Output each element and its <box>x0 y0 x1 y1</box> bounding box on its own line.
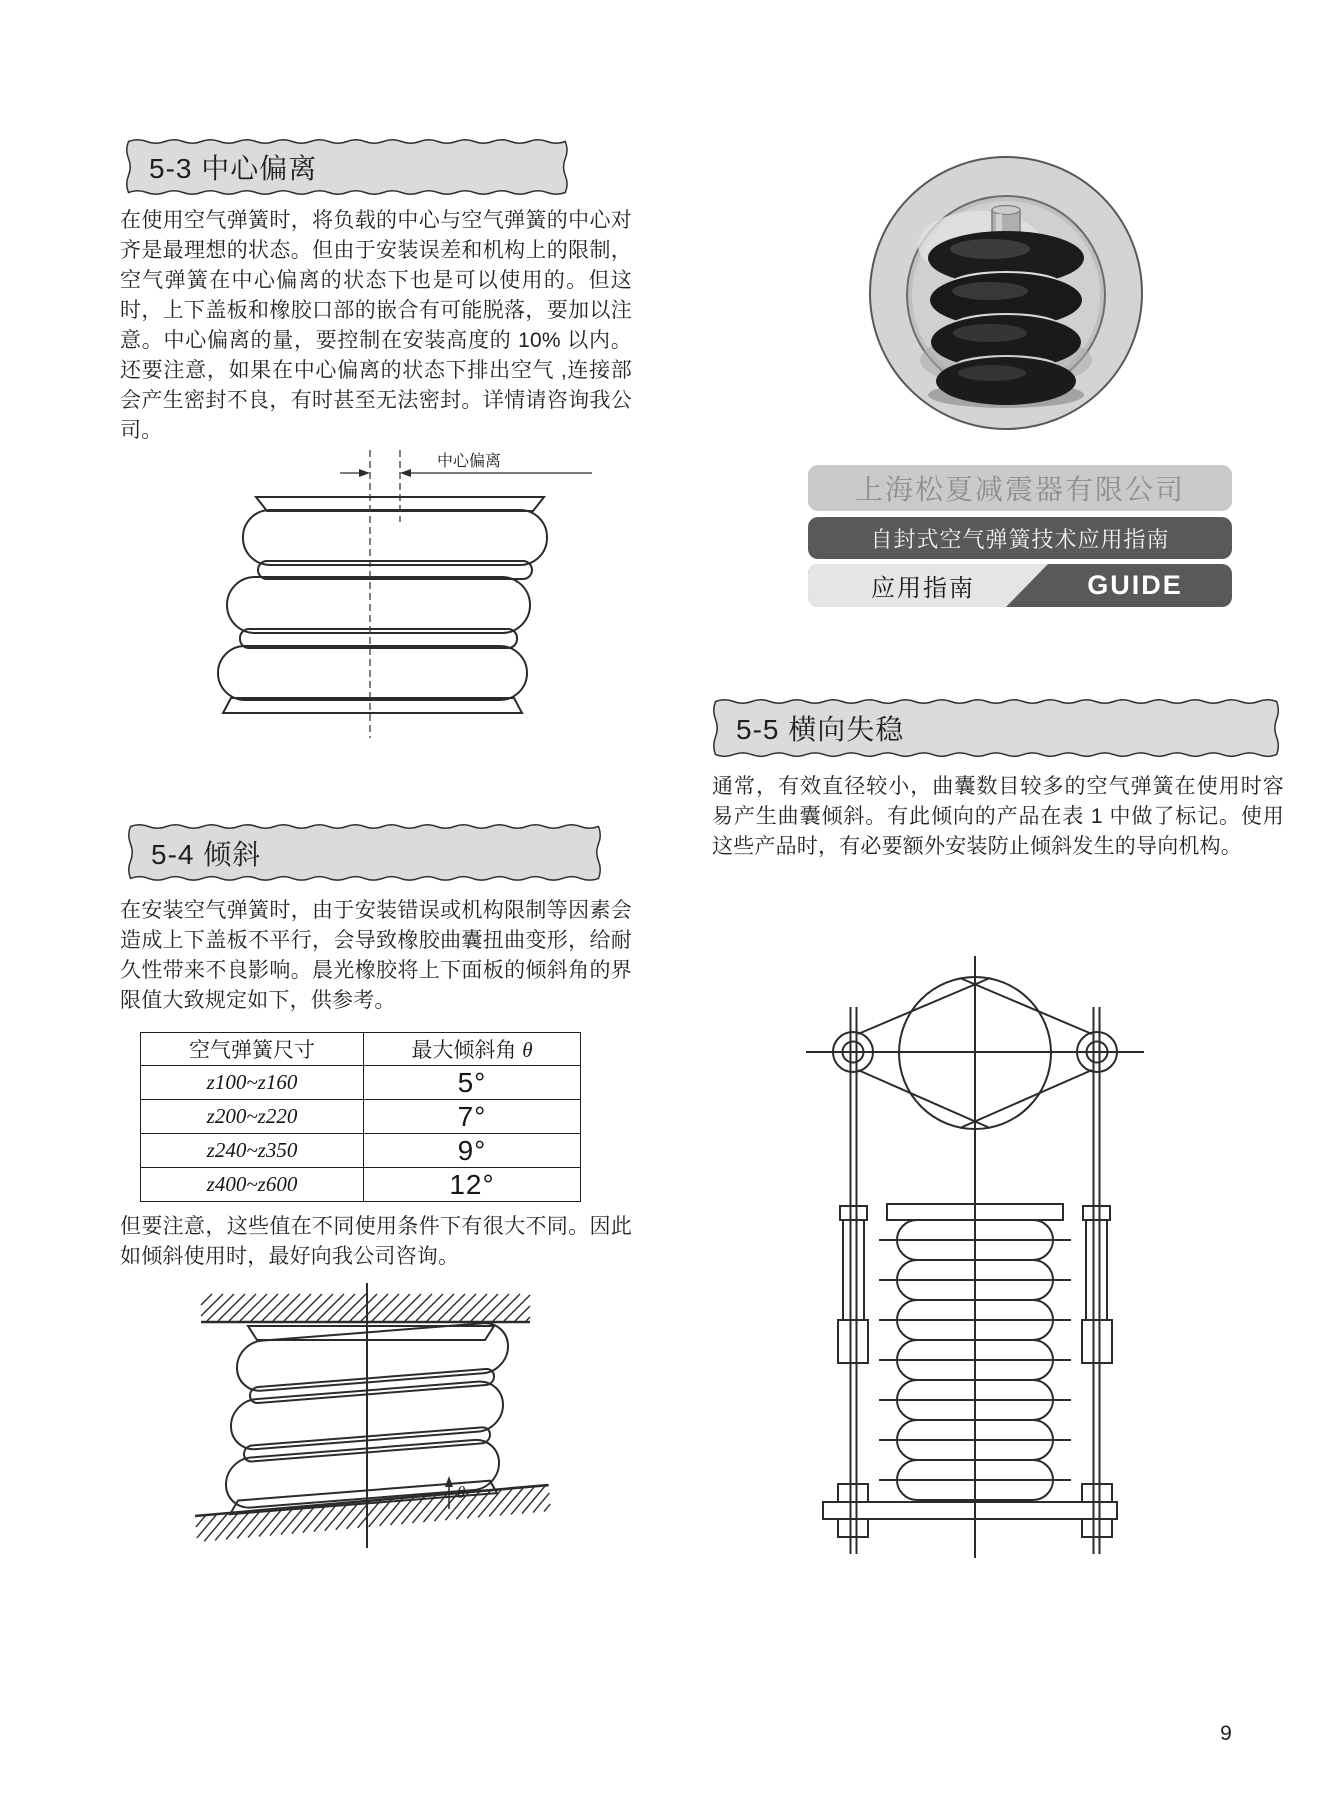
air-spring-product-photo <box>865 152 1147 434</box>
table-header-size: 空气弹簧尺寸 <box>141 1033 364 1066</box>
guide-mechanism-figure <box>780 948 1150 1563</box>
section-5-3-title: 5-3 中心偏离 <box>149 153 318 184</box>
figure-1-label: 中心偏离 <box>437 453 502 470</box>
table-row <box>141 1134 581 1168</box>
figure-2-theta-label: θ <box>457 1483 466 1502</box>
max-angle-cell: 12° <box>364 1168 581 1202</box>
section-5-5-body: 通常，有效直径较小，曲囊数目较多的空气弹簧在使用时容易产生曲囊倾斜。有此倾向的产品在表 1 中做了标记。使用这些产品时，有必要额外安装防止倾斜发生的导向机构。 <box>712 775 1284 858</box>
size-range-cell: z200~z220 <box>141 1100 364 1134</box>
section-5-3-header <box>125 138 568 196</box>
guide-title-banner <box>808 517 1232 559</box>
tilt-limit-table <box>140 1032 581 1202</box>
section-5-4-title: 5-4 倾斜 <box>151 838 262 870</box>
size-range-cell: z100~z160 <box>141 1066 364 1100</box>
max-angle-cell: 5° <box>364 1066 581 1100</box>
floor-hatch <box>195 1485 551 1542</box>
size-range-cell: z240~z350 <box>141 1134 364 1168</box>
max-angle-cell: 7° <box>364 1100 581 1134</box>
tab-label-cn: 应用指南 <box>871 575 975 602</box>
rubber-bellows <box>928 231 1084 405</box>
max-angle-cell: 9° <box>364 1134 581 1168</box>
table-row <box>141 1066 581 1100</box>
arrow-left-icon <box>400 469 411 477</box>
arrow-right-icon <box>359 469 370 477</box>
section-5-4-header <box>127 823 603 882</box>
arrow-up-icon <box>445 1476 453 1487</box>
company-name: 上海松夏减震器有限公司 <box>854 474 1185 505</box>
page-number: 9 <box>1220 1722 1232 1745</box>
tilted-bellows-figure <box>185 1280 560 1555</box>
table-row <box>141 1168 581 1202</box>
section-5-3-body: 在使用空气弹簧时，将负载的中心与空气弹簧的中心对齐是最理想的状态。但由于安装误差和机构上的限制，空气弹簧在中心偏离的状态下也是可以使用的。但这时，上下盖板和橡胶口部的嵌合有可能脱落，要加以注意。中心偏离的量，要控制在安装高度的 10% 以内。还要注意，如果在中心偏离的状态下排出空气 ,连接部会产生密封不良，有时甚至无法密封。详情请咨询我公司。 <box>120 209 632 442</box>
section-5-5-title: 5-5 横向失稳 <box>736 714 905 745</box>
company-banner <box>808 465 1232 511</box>
center-offset-figure <box>170 440 610 745</box>
size-range-cell: z400~z600 <box>141 1168 364 1202</box>
guide-title: 自封式空气弹簧技术应用指南 <box>870 526 1170 552</box>
section-5-4-note: 但要注意，这些值在不同使用条件下有很大不同。因此如倾斜使用时，最好向我公司咨询。 <box>120 1215 632 1268</box>
guide-tab-banner <box>808 564 1232 607</box>
table-header-angle: 最大倾斜角 θ <box>364 1033 581 1066</box>
section-5-4-body: 在安装空气弹簧时，由于安装错误或机构限制等因素会造成上下盖板不平行，会导致橡胶曲囊扭曲变形，给耐久性带来不良影响。晨光橡胶将上下面板的倾斜角的界限值大致规定如下，供参考。 <box>120 899 632 1012</box>
table-row <box>141 1100 581 1134</box>
ceiling-hatch <box>201 1294 530 1321</box>
tab-label-en: GUIDE <box>1087 570 1183 600</box>
section-5-5-header <box>712 698 1280 758</box>
